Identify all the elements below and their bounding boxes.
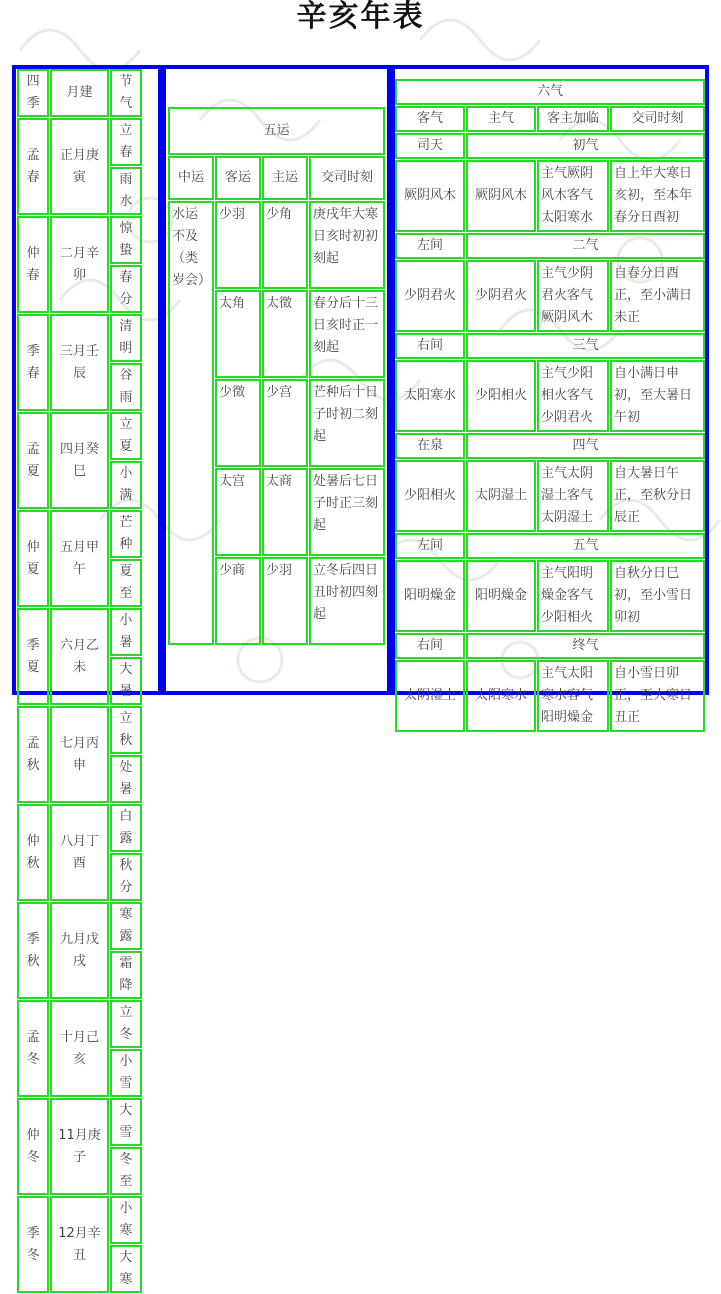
season-cell: 季冬 [17,1196,49,1293]
time-cell: 芒种后十日子时初二刻起 [309,379,385,467]
months-table [16,68,143,1294]
header-keyun: 客运 [215,156,261,200]
header-time: 交司时刻 [610,106,705,132]
month-cell: 十月己亥 [50,1000,108,1097]
jialin-cell: 主气太阳寒水客气阳明燥金 [537,660,609,732]
time-cell: 庚戌年大寒日亥时初初刻起 [309,201,385,289]
month-cell: 三月壬辰 [50,314,108,411]
zhuqi-cell: 太阳寒水 [466,660,536,732]
zhuyun-cell: 少羽 [262,557,308,645]
wuyun-title: 五运 [168,107,385,155]
keyun-cell: 少徵 [215,379,261,467]
term-cell: 小满 [110,461,142,509]
season-cell: 仲春 [17,216,49,313]
keyun-cell: 太宫 [215,468,261,556]
term-cell: 雨水 [110,167,142,215]
header-zhuqi: 主气 [466,106,536,132]
position-cell: 在泉 [395,433,465,459]
page-title: 辛亥年表 [296,0,425,34]
header-zhuyun: 主运 [262,156,308,200]
season-cell: 仲冬 [17,1098,49,1195]
qi-name-cell: 初气 [466,133,705,159]
jialin-cell: 主气少阳相火客气少阴君火 [537,360,609,432]
term-cell: 白露 [110,804,142,852]
time-cell: 立冬后四日丑时初四刻起 [309,557,385,645]
season-cell: 仲夏 [17,510,49,607]
zhuqi-cell: 厥阴风木 [466,160,536,232]
term-cell: 夏至 [110,559,142,607]
month-cell: 四月癸巳 [50,412,108,509]
month-cell: 八月丁酉 [50,804,108,901]
term-cell: 立秋 [110,706,142,754]
time-cell: 春分后十三日亥时正一刻起 [309,290,385,378]
term-cell: 处暑 [110,755,142,803]
time-cell: 自秋分日巳初，至小雪日卯初 [610,560,705,632]
zhuqi-cell: 少阳相火 [466,360,536,432]
season-cell: 季秋 [17,902,49,999]
term-cell: 立冬 [110,1000,142,1048]
zhuyun-cell: 太商 [262,468,308,556]
qi-name-cell: 四气 [466,433,705,459]
jialin-cell: 主气太阴湿土客气太阴湿土 [537,460,609,532]
position-cell: 右间 [395,333,465,359]
keqi-cell: 少阴君火 [395,260,465,332]
header-jialin: 客主加临 [537,106,609,132]
header-month: 月建 [50,69,108,117]
liuqi-table [394,78,706,733]
term-cell: 大暑 [110,657,142,705]
time-cell: 自小雪日卯正，至大寒日丑正 [610,660,705,732]
position-cell: 司天 [395,133,465,159]
keqi-cell: 太阳寒水 [395,360,465,432]
jialin-cell: 主气厥阴风木客气太阳寒水 [537,160,609,232]
season-cell: 仲秋 [17,804,49,901]
term-cell: 立夏 [110,412,142,460]
keqi-cell: 太阴湿土 [395,660,465,732]
zhuyun-cell: 少宫 [262,379,308,467]
header-term: 节气 [110,69,142,117]
time-cell: 自春分日酉正，至小满日未正 [610,260,705,332]
season-cell: 孟冬 [17,1000,49,1097]
zhuyun-cell: 太徵 [262,290,308,378]
zhuqi-cell: 阳明燥金 [466,560,536,632]
zhongyun-cell: 水运不及（类岁会） [168,201,214,645]
season-cell: 孟夏 [17,412,49,509]
month-cell: 五月甲午 [50,510,108,607]
qi-name-cell: 终气 [466,633,705,659]
keqi-cell: 少阳相火 [395,460,465,532]
term-cell: 大寒 [110,1245,142,1293]
keqi-cell: 厥阴风木 [395,160,465,232]
month-cell: 二月辛卯 [50,216,108,313]
term-cell: 冬至 [110,1147,142,1195]
term-cell: 谷雨 [110,363,142,411]
term-cell: 小暑 [110,608,142,656]
term-cell: 寒露 [110,902,142,950]
term-cell: 霜降 [110,951,142,999]
season-cell: 季夏 [17,608,49,705]
time-cell: 自小满日申初，至大暑日午初 [610,360,705,432]
position-cell: 左间 [395,533,465,559]
keyun-cell: 少羽 [215,201,261,289]
header-keqi: 客气 [395,106,465,132]
keyun-cell: 少商 [215,557,261,645]
position-cell: 右间 [395,633,465,659]
header-zhongyun: 中运 [168,156,214,200]
month-cell: 正月庚寅 [50,118,108,215]
zhuqi-cell: 太阴湿土 [466,460,536,532]
term-cell: 秋分 [110,853,142,901]
month-cell: 九月戊戌 [50,902,108,999]
season-cell: 孟秋 [17,706,49,803]
term-cell: 惊蛰 [110,216,142,264]
time-cell: 自上年大寒日亥初，至本年春分日酉初 [610,160,705,232]
month-cell: 11月庚子 [50,1098,108,1195]
month-cell: 12月辛丑 [50,1196,108,1293]
jialin-cell: 主气少阴君火客气厥阴风木 [537,260,609,332]
season-cell: 季春 [17,314,49,411]
term-cell: 小雪 [110,1049,142,1097]
term-cell: 清明 [110,314,142,362]
zhuqi-cell: 少阴君火 [466,260,536,332]
zhuyun-cell: 少角 [262,201,308,289]
qi-name-cell: 二气 [466,233,705,259]
qi-name-cell: 三气 [466,333,705,359]
keyun-cell: 太角 [215,290,261,378]
term-cell: 大雪 [110,1098,142,1146]
wuyun-table [167,106,386,646]
jialin-cell: 主气阳明燥金客气少阳相火 [537,560,609,632]
position-cell: 左间 [395,233,465,259]
term-cell: 小寒 [110,1196,142,1244]
header-time: 交司时刻 [309,156,385,200]
time-cell: 处暑后七日子时正三刻起 [309,468,385,556]
qi-name-cell: 五气 [466,533,705,559]
month-cell: 七月丙申 [50,706,108,803]
keqi-cell: 阳明燥金 [395,560,465,632]
term-cell: 芒种 [110,510,142,558]
term-cell: 春分 [110,265,142,313]
term-cell: 立春 [110,118,142,166]
liuqi-title: 六气 [395,79,705,105]
month-cell: 六月乙未 [50,608,108,705]
season-cell: 孟春 [17,118,49,215]
time-cell: 自大暑日午正，至秋分日辰正 [610,460,705,532]
header-season: 四季 [17,69,49,117]
